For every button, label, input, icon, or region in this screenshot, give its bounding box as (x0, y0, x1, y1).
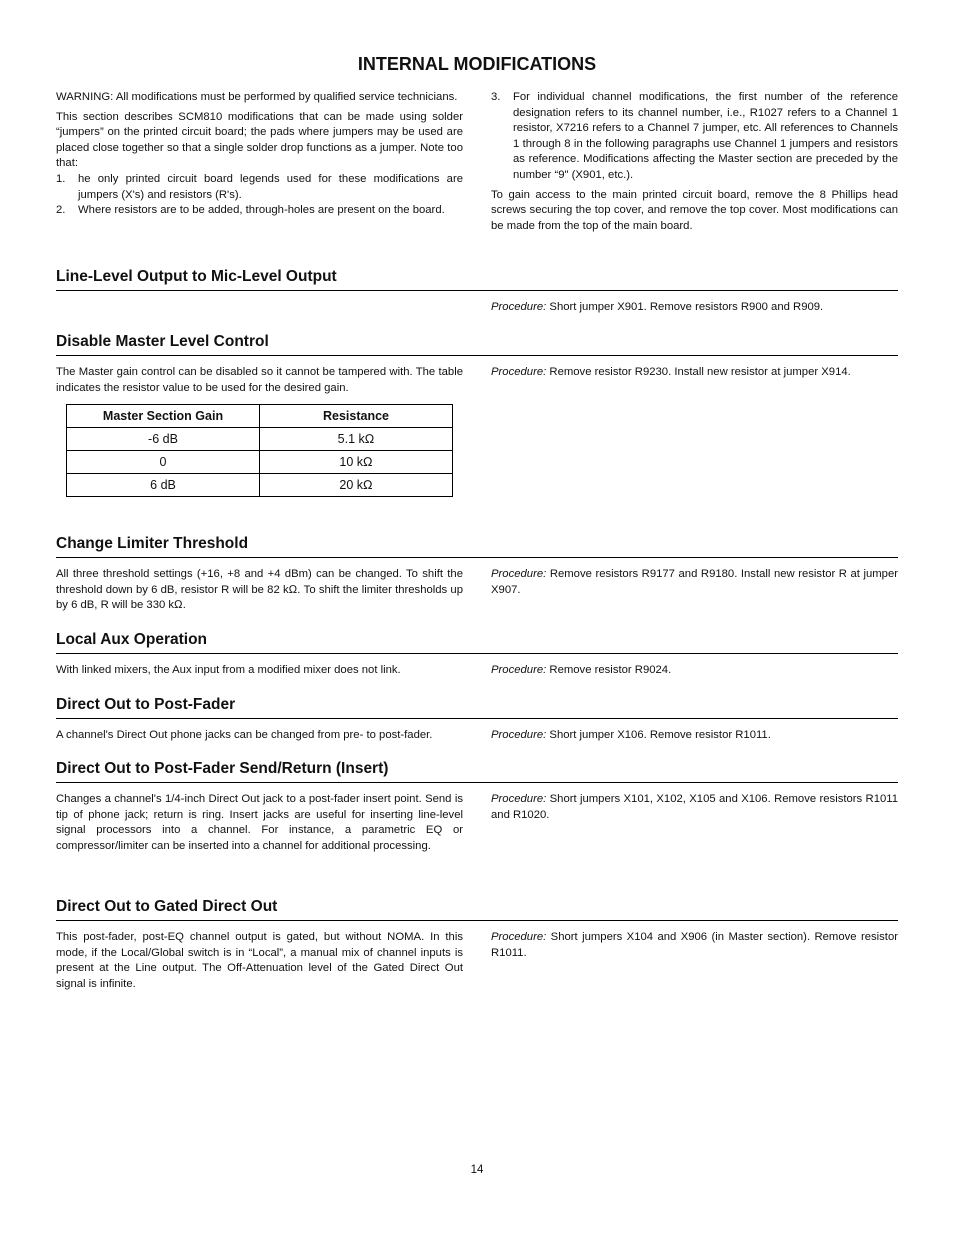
section-local-aux-operation (56, 631, 898, 683)
section-heading: Disable Master Level Control (56, 333, 898, 356)
procedure-text (491, 300, 898, 316)
procedure-text (491, 930, 898, 961)
section-procedure (491, 728, 898, 748)
section-direct-out-insert (56, 760, 898, 858)
section-description (56, 365, 463, 497)
section-heading: Direct Out to Post-Fader (56, 696, 898, 719)
section-disable-master-level (56, 333, 898, 497)
table-cell: 5.1 kΩ (260, 428, 453, 451)
procedure-label: Procedure: (491, 793, 547, 805)
section-description (56, 300, 463, 320)
procedure-steps: Remove resistor R9024. (549, 664, 672, 676)
note-item-3 (491, 90, 898, 184)
table-header-cell: Master Section Gain (67, 405, 260, 428)
procedure-label: Procedure: (491, 729, 547, 741)
table-cell: 0 (67, 451, 260, 474)
section-description (56, 663, 463, 683)
table-cell: 20 kΩ (260, 474, 453, 497)
intro-description: This section describes SCM810 modifications that can be made using solder “jumpers” on the printed circuit board; the pads where jumpers may be used are placed close together so that a single solder drop functions as a jumper. Note too that: (56, 110, 463, 170)
procedure-steps: Short jumpers X104 and X906 (in Master section). Remove resistor R1011. (491, 931, 898, 959)
section-heading: Line-Level Output to Mic-Level Output (56, 268, 898, 291)
description-text: This post-fader, post-EQ channel output is gated, but without NOMA. In this mode, if the Local/Global switch is in “Local”, a manual mix of channel inputs is present at the Line output. The Off-Attenuation level of the Gated Direct Out signal is infinite. (56, 931, 463, 990)
section-direct-out-post-fader (56, 696, 898, 748)
table-cell: 6 dB (67, 474, 260, 497)
procedure-text (491, 728, 898, 744)
section-procedure (491, 365, 898, 497)
procedure-steps: Remove resistor R9230. Install new resistor at jumper X914. (549, 366, 851, 378)
description-text: With linked mixers, the Aux input from a modified mixer does not link. (56, 664, 401, 676)
section-description (56, 567, 463, 618)
procedure-text (491, 365, 898, 381)
section-heading: Direct Out to Gated Direct Out (56, 898, 898, 921)
procedure-steps: Short jumper X901. Remove resistors R900 and R909. (549, 301, 824, 313)
section-line-to-mic-level (56, 268, 898, 320)
procedure-label: Procedure: (491, 931, 547, 943)
procedure-label: Procedure: (491, 568, 547, 580)
description-text: A channel's Direct Out phone jacks can be changed from pre- to post-fader. (56, 729, 433, 741)
procedure-steps: Short jumpers X101, X102, X105 and X106. Remove resistors R1011 and R1020. (491, 793, 898, 821)
table-header-cell: Resistance (260, 405, 453, 428)
procedure-label: Procedure: (491, 664, 547, 676)
table-row (67, 474, 453, 497)
procedure-text (491, 663, 898, 679)
section-heading: Change Limiter Threshold (56, 535, 898, 558)
procedure-text (491, 792, 898, 823)
section-description (56, 792, 463, 858)
warning-text: WARNING: All modifications must be performed by qualified service technicians. (56, 91, 458, 103)
section-procedure (491, 663, 898, 683)
table-cell: 10 kΩ (260, 451, 453, 474)
description-text: All three threshold settings (+16, +8 and +4 dBm) can be changed. To shift the threshold down by 6 dB, resistor R will be 82 kΩ. To shift the limiter thresholds up by 6 dB, R will be 330 kΩ. (56, 568, 463, 612)
note-text: Where resistors are to be added, through-holes are present on the board. (78, 204, 445, 217)
note-number: 1. (56, 172, 66, 185)
description-text: The Master gain control can be disabled so it cannot be tampered with. The table indicates the resistor value to be used for the desired gain. (56, 366, 463, 394)
section-procedure (491, 792, 898, 858)
table-header-row (67, 405, 453, 428)
table-cell: -6 dB (67, 428, 260, 451)
section-heading: Local Aux Operation (56, 631, 898, 654)
procedure-steps: Remove resistors R9177 and R9180. Install new resistor R at jumper X907. (491, 568, 898, 596)
section-description (56, 728, 463, 748)
procedure-label: Procedure: (491, 301, 547, 313)
note-item-2 (56, 203, 463, 219)
section-heading: Direct Out to Post-Fader Send/Return (Insert) (56, 760, 898, 783)
note-text: he only printed circuit board legends used for these modifications are jumpers (X's) and resistors (R's). (78, 172, 463, 201)
description-text: Changes a channel's 1/4-inch Direct Out jack to a post-fader insert point. Send is tip of phone jack; return is ring. Insert jacks are useful for inserting line-level signal processors into a channel. For instance, a parametric EQ or compressor/limiter can be inserted into a channel for additional processing. (56, 793, 463, 852)
intro-right-column (491, 90, 898, 238)
note-number: 3. (491, 91, 501, 103)
section-description (56, 930, 463, 996)
gain-resistance-table (66, 404, 453, 497)
table-row (67, 451, 453, 474)
section-procedure (491, 300, 898, 320)
procedure-steps: Short jumper X106. Remove resistor R1011. (549, 729, 771, 741)
procedure-label: Procedure: (491, 366, 547, 378)
note-item-1 (56, 172, 463, 203)
intro-left-column (56, 90, 463, 219)
section-procedure (491, 567, 898, 618)
section-gated-direct-out (56, 898, 898, 996)
page-title: INTERNAL MODIFICATIONS (357, 54, 597, 74)
note-number: 2. (56, 204, 66, 217)
page-number: 14 (470, 1164, 484, 1176)
section-procedure (491, 930, 898, 996)
note-text: For individual channel modifications, the first number of the reference designation refers to its channel number, i.e., R1027 refers to a Channel 1 resistor, X7216 refers to a Channel 7 jumper, etc. All references to Channels 1 through 8 in the following paragraphs use Channel 1 jumpers and resistors as reference. Modifications affecting the Master section are preceded by the number “9" (X901, etc.). (513, 91, 898, 181)
access-instructions: To gain access to the main printed circuit board, remove the 8 Phillips head screws securing the top cover, and remove the top cover. Most modifications can be made from the top of the main board. (491, 188, 898, 232)
procedure-text (491, 567, 898, 598)
section-change-limiter-threshold (56, 535, 898, 618)
table-row (67, 428, 453, 451)
